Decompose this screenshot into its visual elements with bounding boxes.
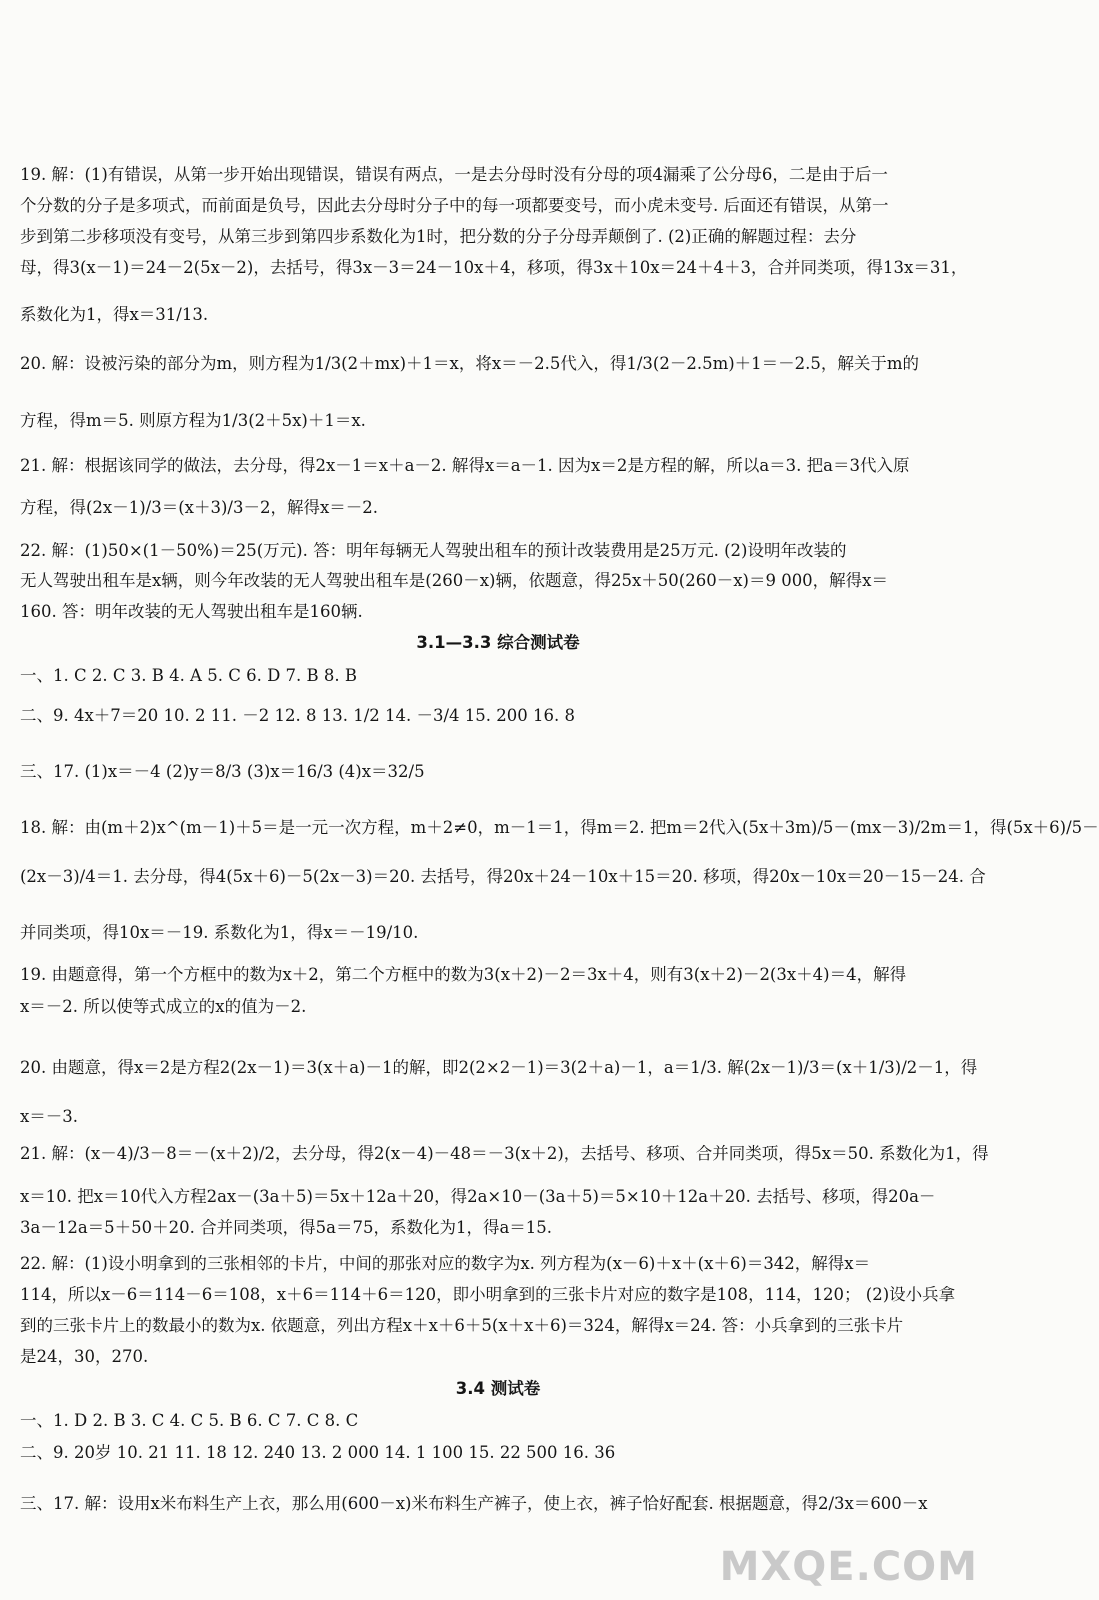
text-line: 系数化为1，得x＝31/13.: [20, 305, 209, 324]
text-line: x＝－3.: [20, 1107, 79, 1126]
text-line: 19. 解：(1)有错误，从第一步开始出现错误，错误有两点，一是去分母时没有分母的项4漏乘了公分母6，二是由于后一: [20, 165, 888, 184]
section-heading: 3.1—3.3 综合测试卷: [416, 633, 580, 652]
text-line: 个分数的分子是多项式，而前面是负号，因此去分母时分子中的每一项都要变号，而小虎未变号. 后面还有错误，从第一: [20, 196, 889, 215]
text-line: 方程，得(2x－1)/3＝(x＋3)/3－2，解得x＝－2.: [20, 498, 379, 517]
text-line: 一、1. D 2. B 3. C 4. C 5. B 6. C 7. C 8. C: [20, 1411, 359, 1430]
text-line: 方程，得m＝5. 则原方程为1/3(2＋5x)＋1＝x.: [20, 411, 366, 430]
text-line: 18. 解：由(m＋2)x^(m－1)＋5＝是一元一次方程，m＋2≠0，m－1＝1，得m＝2. 把m＝2代入(5x＋3m)/5－(mx－3)/2m＝1，得(5x＋6)/5－: [20, 818, 1099, 837]
text-line: 114，所以x－6＝114－6＝108，x＋6＝114＋6＝120，即小明拿到的三张卡片对应的数字是108，114，120； (2)设小兵拿: [20, 1285, 956, 1304]
text-line: 21. 解：(x－4)/3－8＝－(x＋2)/2，去分母，得2(x－4)－48＝－3(x＋2)，去括号、移项、合并同类项，得5x＝50. 系数化为1，得: [20, 1144, 989, 1163]
text-line: x＝10. 把x＝10代入方程2ax－(3a＋5)＝5x＋12a＋20，得2a×10－(3a＋5)＝5×10＋12a＋20. 去括号、移项，得20a－: [20, 1187, 936, 1206]
text-line: 22. 解：(1)设小明拿到的三张相邻的卡片，中间的那张对应的数字为x. 列方程为(x－6)＋x＋(x＋6)＝342，解得x＝: [20, 1254, 871, 1273]
site-watermark: MXQE.COM: [719, 1544, 978, 1590]
text-line: 并同类项，得10x＝－19. 系数化为1，得x＝－19/10.: [20, 923, 419, 942]
text-line: 21. 解：根据该同学的做法，去分母，得2x－1＝x＋a－2. 解得x＝a－1. 因为x＝2是方程的解，所以a＝3. 把a＝3代入原: [20, 456, 910, 475]
text-line: 三、17. 解：设用x米布料生产上衣，那么用(600－x)米布料生产裤子，使上衣，裤子恰好配套. 根据题意，得2/3x＝600－x: [20, 1494, 928, 1513]
text-line: 22. 解：(1)50×(1－50%)＝25(万元). 答：明年每辆无人驾驶出租车的预计改装费用是25万元. (2)设明年改装的: [20, 541, 847, 560]
text-line: 母，得3(x－1)＝24－2(5x－2)，去括号，得3x－3＝24－10x＋4，移项，得3x＋10x＝24＋4＋3，合并同类项，得13x＝31，: [20, 258, 968, 277]
text-line: 三、17. (1)x＝－4 (2)y＝8/3 (3)x＝16/3 (4)x＝32/5: [20, 762, 425, 781]
section-heading: 3.4 测试卷: [455, 1379, 541, 1398]
text-line: 无人驾驶出租车是x辆，则今年改装的无人驾驶出租车是(260－x)辆，依题意，得25x＋50(260－x)＝9 000，解得x＝: [20, 571, 888, 590]
text-line: 20. 解：设被污染的部分为m，则方程为1/3(2＋mx)＋1＝x，将x＝－2.5代入，得1/3(2－2.5m)＋1＝－2.5，解关于m的: [20, 354, 920, 373]
text-line: 160. 答：明年改装的无人驾驶出租车是160辆.: [20, 602, 363, 621]
text-line: 3a－12a＝5＋50＋20. 合并同类项，得5a＝75，系数化为1，得a＝15.: [20, 1218, 553, 1237]
text-line: 19. 由题意得，第一个方框中的数为x＋2，第二个方框中的数为3(x＋2)－2＝3x＋4，则有3(x＋2)－2(3x＋4)＝4，解得: [20, 965, 907, 984]
text-line: 是24，30，270.: [20, 1347, 149, 1366]
text-line: 到的三张卡片上的数最小的数为x. 依题意，列出方程x＋x＋6＋5(x＋x＋6)＝324，解得x＝24. 答：小兵拿到的三张卡片: [20, 1316, 904, 1335]
text-line: 20. 由题意，得x＝2是方程2(2x－1)＝3(x＋a)－1的解，即2(2×2－1)＝3(2＋a)－1，a＝1/3. 解(2x－1)/3＝(x＋1/3)/2－1，得: [20, 1058, 978, 1077]
text-line: (2x－3)/4＝1. 去分母，得4(5x＋6)－5(2x－3)＝20. 去括号，得20x＋24－10x＋15＝20. 移项，得20x－10x＝20－15－24. 合: [20, 867, 986, 886]
text-line: 步到第二步移项没有变号，从第三步到第四步系数化为1时，把分数的分子分母弄颠倒了. (2)正确的解题过程：去分: [20, 227, 857, 246]
text-line: 二、9. 20岁 10. 21 11. 18 12. 240 13. 2 000 14. 1 100 15. 22 500 16. 36: [20, 1443, 616, 1462]
text-line: x＝－2. 所以使等式成立的x的值为－2.: [20, 997, 307, 1016]
text-line: 二、9. 4x＋7＝20 10. 2 11. －2 12. 8 13. 1/2 14. －3/4 15. 200 16. 8: [20, 706, 575, 725]
text-line: 一、1. C 2. C 3. B 4. A 5. C 6. D 7. B 8. B: [20, 666, 358, 685]
